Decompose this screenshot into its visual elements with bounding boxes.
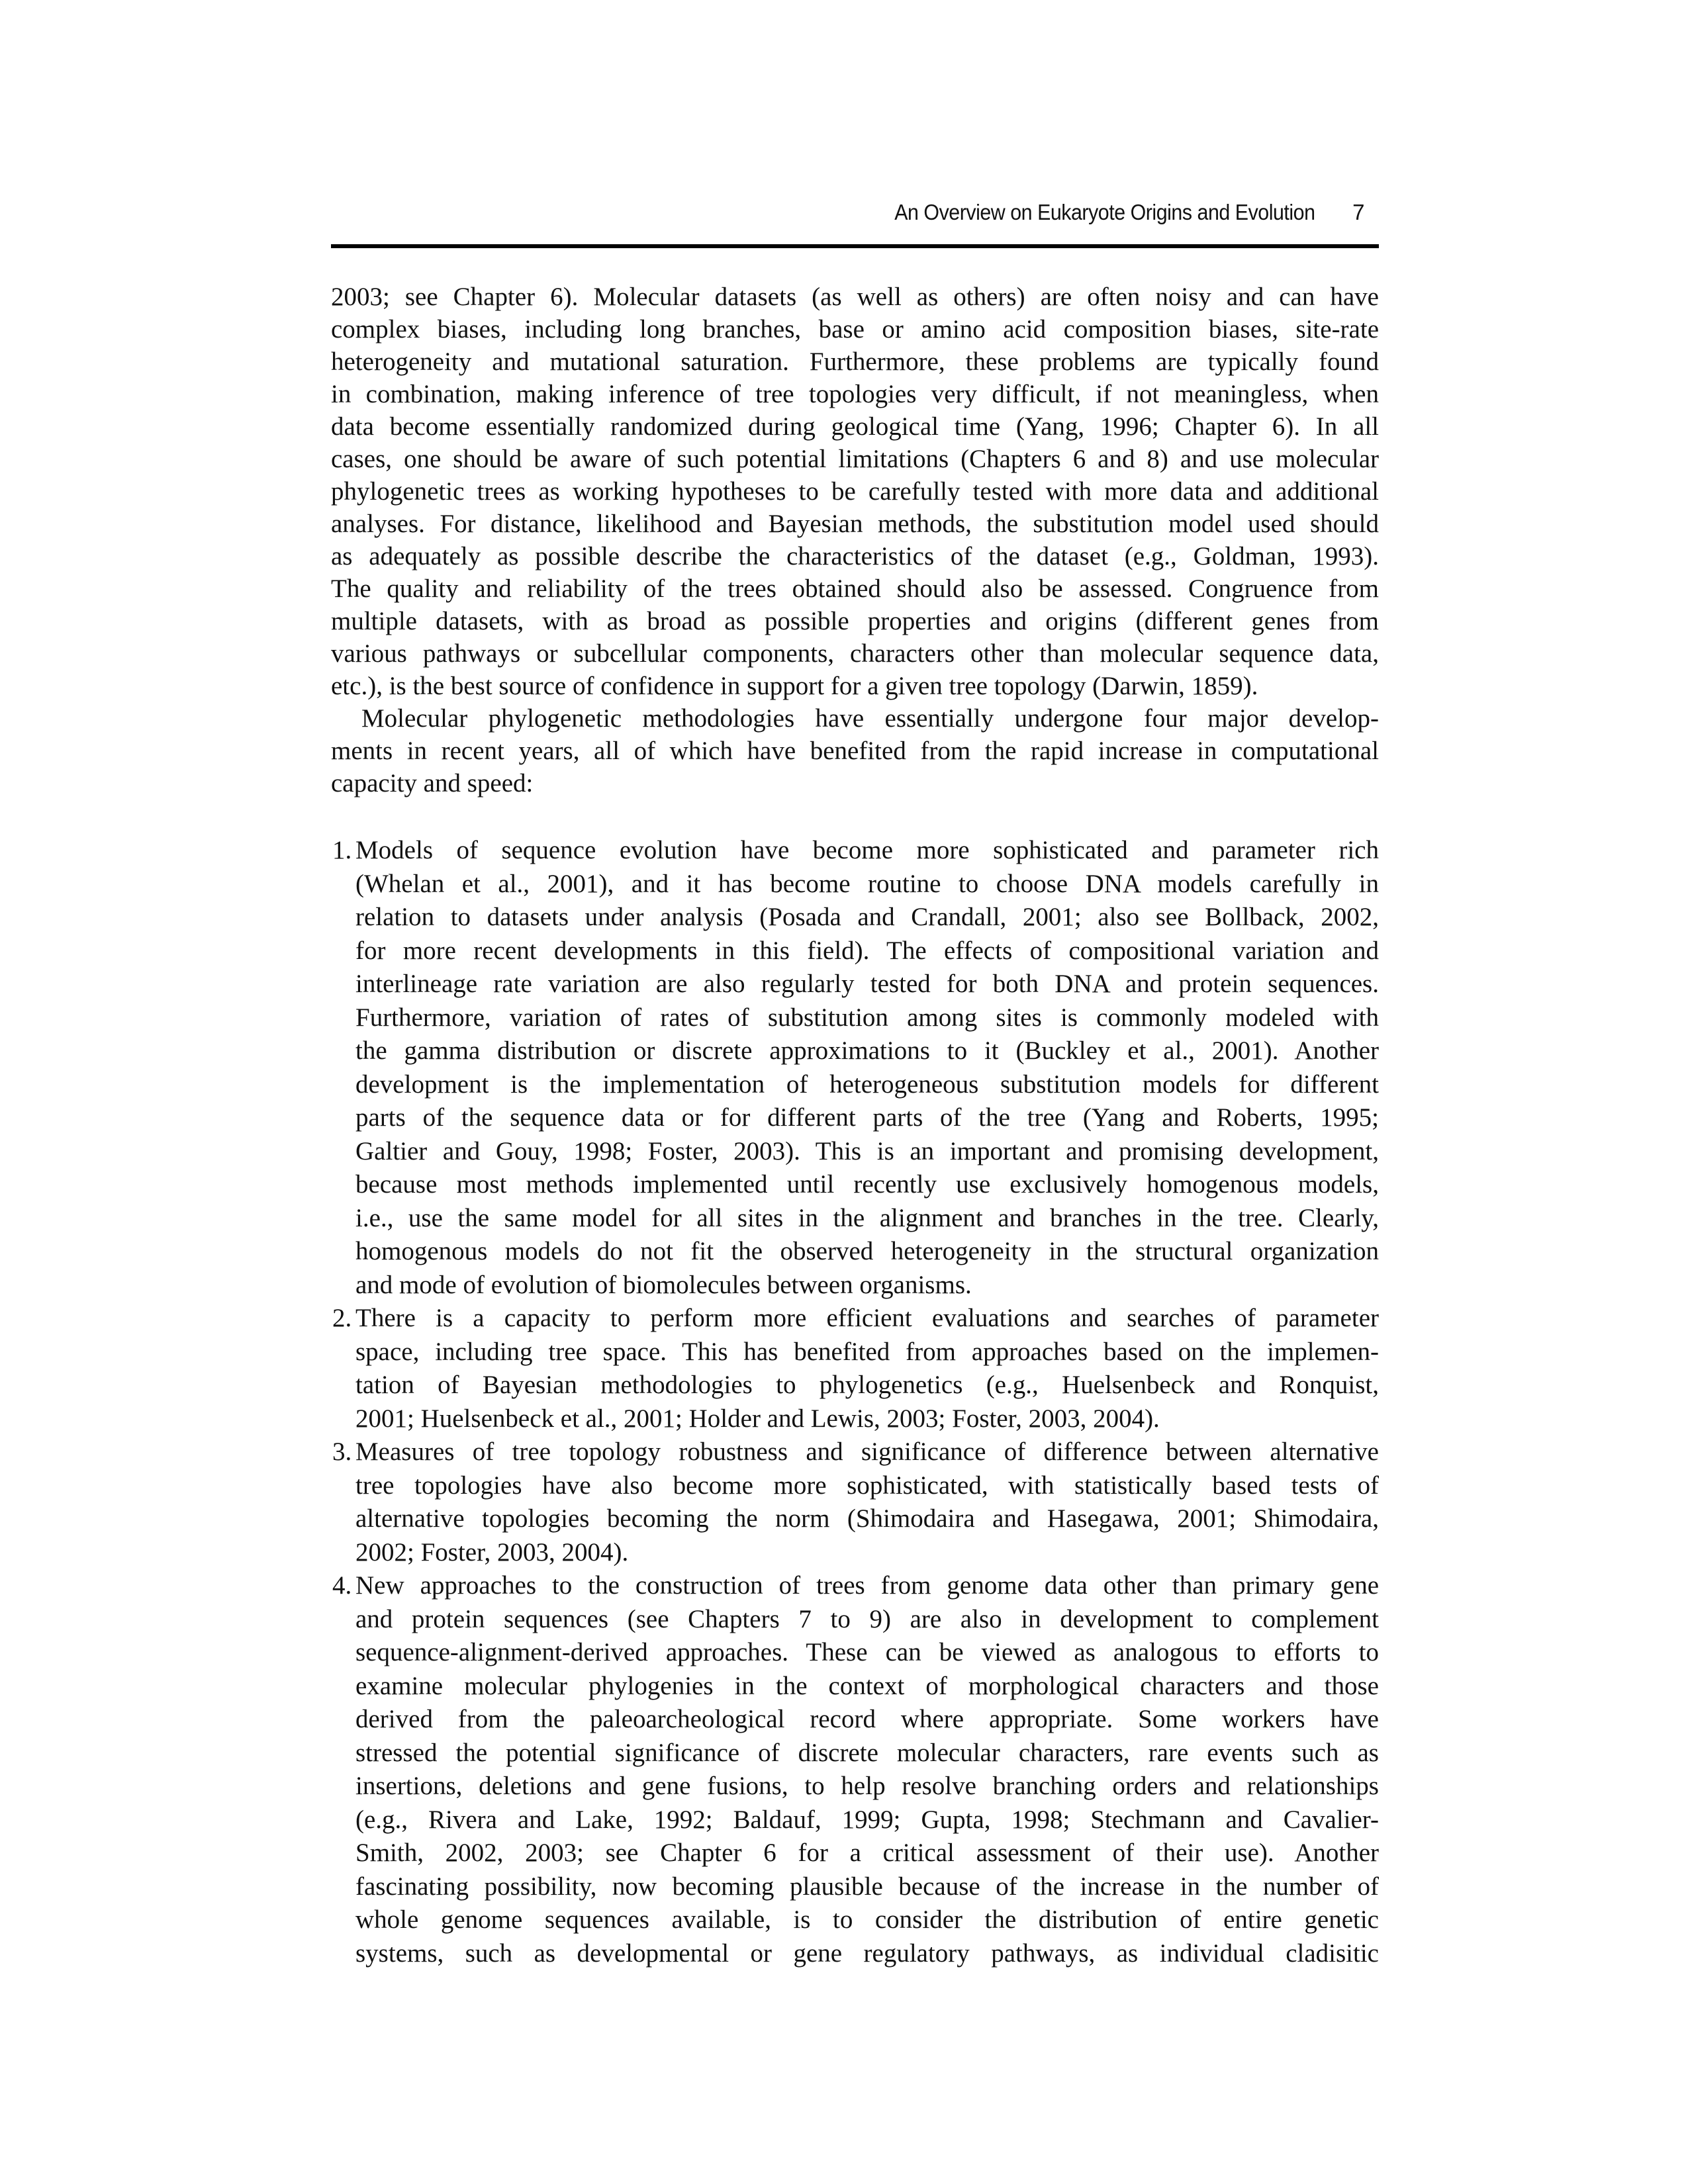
text-line: systems, such as developmental or gene regulatory pathways, as individual cladisitic	[355, 1938, 1379, 1968]
list-item-number: 2.	[332, 1304, 352, 1332]
text-line: Measures of tree topology robustness and significance of difference between alternative	[355, 1437, 1379, 1466]
text-line: because most methods implemented until recently use exclusively homogenous models,	[355, 1170, 1379, 1199]
text-line: the gamma distribution or discrete approximations to it (Buckley et al., 2001). Another	[355, 1036, 1379, 1065]
text-line: Furthermore, variation of rates of substitution among sites is commonly modeled with	[355, 1003, 1379, 1032]
text-line: insertions, deletions and gene fusions, to help resolve branching orders and relationships	[355, 1772, 1379, 1800]
text-line: homogenous models do not fit the observed heterogeneity in the structural organization	[355, 1237, 1379, 1265]
text-line: ments in recent years, all of which have benefited from the rapid increase in computational	[331, 737, 1379, 765]
numbered-list	[331, 834, 1379, 1970]
text-line: parts of the sequence data or for different parts of the tree (Yang and Roberts, 1995;	[355, 1103, 1379, 1132]
text-line: as adequately as possible describe the characteristics of the dataset (e.g., Goldman, 1993).	[331, 542, 1379, 570]
text-line: stressed the potential significance of discrete molecular characters, rare events such as	[355, 1738, 1379, 1767]
list-item	[331, 1569, 1379, 1970]
list-item	[331, 1435, 1379, 1569]
text-line: i.e., use the same model for all sites in the alignment and branches in the tree. Clearly,	[355, 1203, 1379, 1232]
text-line: complex biases, including long branches, base or amino acid composition biases, site-rate	[331, 315, 1379, 343]
text-line: capacity and speed:	[331, 769, 534, 797]
text-line: and protein sequences (see Chapters 7 to 9) are also in development to complement	[355, 1604, 1379, 1633]
text-line: and mode of evolution of biomolecules between organisms.	[355, 1270, 972, 1299]
list-item	[331, 834, 1379, 1302]
text-line: Molecular phylogenetic methodologies have essentially undergone four major develop-	[361, 704, 1379, 733]
text-line: in combination, making inference of tree topologies very difficult, if not meaningless, when	[331, 380, 1379, 408]
text-line: space, including tree space. This has benefited from approaches based on the implemen-	[355, 1337, 1379, 1366]
text-line: tation of Bayesian methodologies to phylogenetics (e.g., Huelsenbeck and Ronquist,	[355, 1371, 1379, 1399]
text-line: interlineage rate variation are also regularly tested for both DNA and protein sequences.	[355, 970, 1379, 998]
text-line: for more recent developments in this field). The effects of compositional variation and	[355, 936, 1379, 965]
text-line: sequence-alignment-derived approaches. These can be viewed as analogous to efforts to	[355, 1638, 1379, 1666]
text-line: derived from the paleoarcheological record where appropriate. Some workers have	[355, 1705, 1379, 1733]
text-line: tree topologies have also become more sophisticated, with statistically based tests of	[355, 1471, 1379, 1500]
list-item	[331, 1302, 1379, 1435]
text-line: development is the implementation of heterogeneous substitution models for different	[355, 1069, 1379, 1099]
header-rule	[331, 244, 1379, 248]
text-line: Galtier and Gouy, 1998; Foster, 2003). This is an important and promising development,	[355, 1136, 1379, 1165]
text-line: New approaches to the construction of trees from genome data other than primary gene	[355, 1571, 1379, 1600]
paragraph	[331, 702, 1379, 799]
text-line: Smith, 2002, 2003; see Chapter 6 for a critical assessment of their use). Another	[355, 1839, 1379, 1867]
running-title: An Overview on Eukaryote Origins and Evolution	[894, 200, 1315, 224]
text-line: 2001; Huelsenbeck et al., 2001; Holder and Lewis, 2003; Foster, 2003, 2004).	[355, 1404, 1160, 1433]
text-line: examine molecular phylogenies in the context of morphological characters and those	[355, 1671, 1379, 1700]
running-header	[331, 200, 1379, 233]
body-paragraphs	[331, 281, 1379, 799]
text-line: cases, one should be aware of such potential limitations (Chapters 6 and 8) and use molecular	[331, 445, 1379, 473]
paragraph	[331, 281, 1379, 702]
text-line: (e.g., Rivera and Lake, 1992; Baldauf, 1999; Gupta, 1998; Stechmann and Cavalier-	[355, 1805, 1379, 1834]
text-line: analyses. For distance, likelihood and Bayesian methods, the substitution model used should	[331, 510, 1379, 538]
text-line: The quality and reliability of the trees obtained should also be assessed. Congruence from	[331, 574, 1379, 603]
list-item-number: 4.	[332, 1571, 352, 1600]
text-line: whole genome sequences available, is to consider the distribution of entire genetic	[355, 1905, 1379, 1934]
text-line: 2002; Foster, 2003, 2004).	[355, 1537, 629, 1567]
text-line: data become essentially randomized during geological time (Yang, 1996; Chapter 6). In all	[331, 412, 1379, 441]
text-line: etc.), is the best source of confidence in support for a given tree topology (Darwin, 1859).	[331, 672, 1258, 700]
text-line: phylogenetic trees as working hypotheses to be carefully tested with more data and additional	[331, 477, 1379, 506]
text-line: alternative topologies becoming the norm (Shimodaira and Hasegawa, 2001; Shimodaira,	[355, 1504, 1379, 1533]
text-line: (Whelan et al., 2001), and it has become routine to choose DNA models carefully in	[355, 869, 1379, 898]
text-line: relation to datasets under analysis (Posada and Crandall, 2001; also see Bollback, 2002,	[355, 903, 1379, 931]
page-number: 7	[1352, 200, 1364, 224]
text-line: There is a capacity to perform more efficient evaluations and searches of parameter	[355, 1304, 1379, 1332]
text-line: Models of sequence evolution have become more sophisticated and parameter rich	[355, 836, 1379, 864]
text-line: various pathways or subcellular components, characters other than molecular sequence data,	[331, 639, 1379, 668]
text-line: fascinating possibility, now becoming plausible because of the increase in the number of	[355, 1872, 1379, 1901]
text-line: 2003; see Chapter 6). Molecular datasets (as well as others) are often noisy and can have	[331, 283, 1379, 311]
text-line: heterogeneity and mutational saturation. Furthermore, these problems are typically found	[331, 347, 1379, 376]
text-line: multiple datasets, with as broad as possible properties and origins (different genes from	[331, 607, 1379, 635]
list-item-number: 3.	[332, 1437, 352, 1466]
list-item-number: 1.	[332, 836, 352, 864]
